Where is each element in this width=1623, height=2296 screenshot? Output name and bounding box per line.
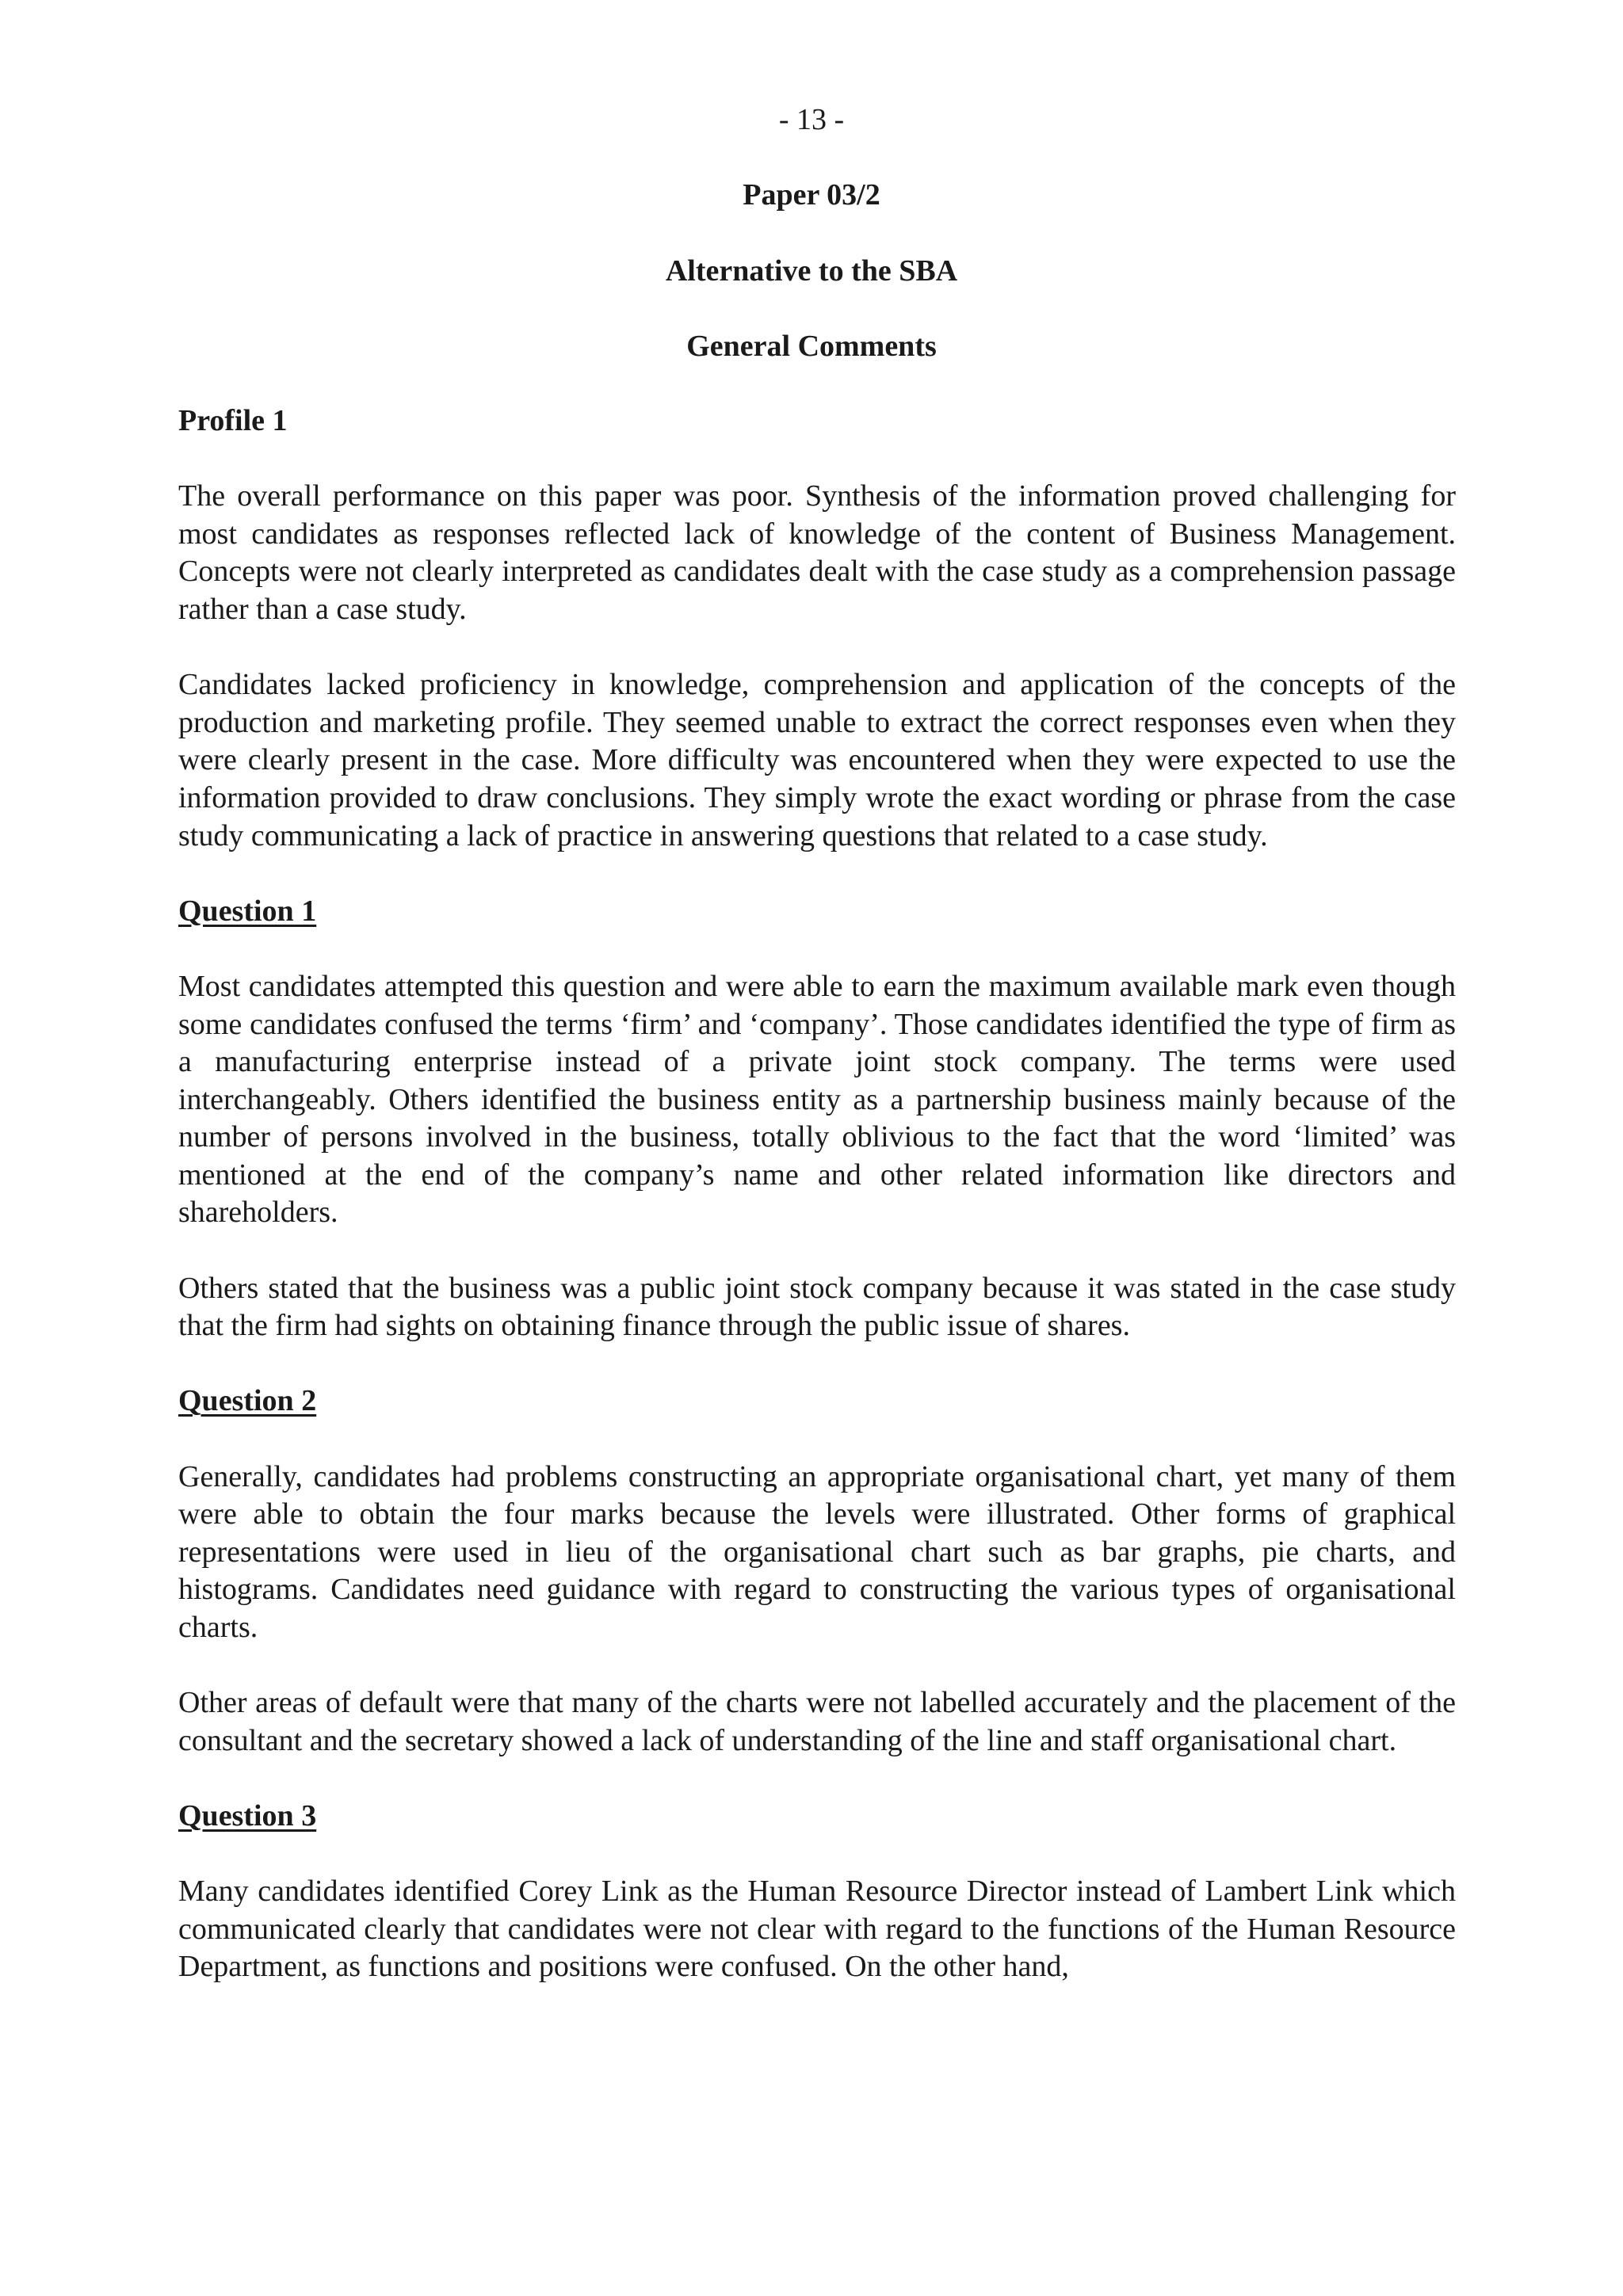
- question-1-heading: Question 1: [178, 894, 317, 928]
- question-3-heading: Question 3: [178, 1798, 317, 1833]
- profile-paragraph-2: Candidates lacked proficiency in knowledge, comprehension and application of the concepts of the production and marketing profile. They seemed unable to extract the correct responses even when they were clearly present in the case. More difficulty was encountered when they were expected to use the information provided to draw conclusions. They simply wrote the exact wording or phrase from the case study communicating a lack of practice in answering questions that related to a case study.: [178, 668, 1456, 852]
- paper-title: Paper 03/2: [743, 178, 880, 212]
- question-1-paragraph-1: Most candidates attempted this question and were able to earn the maximum available mark even though some candidates confused the terms ‘firm’ and ‘company’. Those candidates identified the type of firm as a manufacturing enterprise instead of a private joint stock company. The terms were used interchangeably. Others identified the business entity as a partnership business mainly because of the number of persons involved in the business, totally oblivious to the fact that the word ‘limited’ was mentioned at the end of the company’s name and other related information like directors and shareholders.: [178, 969, 1456, 1230]
- question-2-heading: Question 2: [178, 1384, 317, 1418]
- question-1-paragraph-2: Others stated that the business was a public joint stock company because it was stated in the case study that the firm had sights on obtaining finance through the public issue of shares.: [178, 1271, 1456, 1343]
- question-2-paragraph-1: Generally, candidates had problems constructing an appropriate organisational chart, yet many of them were able to obtain the four marks because the levels were illustrated. Other forms of graphical representations were used in lieu of the organisational chart such as bar graphs, pie charts, and histograms. Candidates need guidance with regard to constructing the various types of organisational charts.: [178, 1459, 1456, 1644]
- report-body: [178, 402, 1456, 2024]
- paper-subtitle: Alternative to the SBA: [665, 254, 958, 288]
- question-2-paragraph-2: Other areas of default were that many of the charts were not labelled accurately and the placement of the consultant and the secretary showed a lack of understanding of the line and staff organisational chart.: [178, 1686, 1456, 1757]
- question-3-paragraph-1: Many candidates identified Corey Link as the Human Resource Director instead of Lambert Link which communicated clearly that candidates were not clear with regard to the functions of the Human Resource Department, as functions and positions were confused. On the other hand,: [178, 1875, 1456, 1984]
- profile-heading: Profile 1: [178, 404, 288, 437]
- profile-paragraph-1: The overall performance on this paper was poor. Synthesis of the information proved challenging for most candidates as responses reflected lack of knowledge of the content of Business Management. Concepts were not clearly interpreted as candidates dealt with the case study as a comprehension passage rather than a case study.: [178, 479, 1456, 626]
- page-number: - 13 -: [778, 103, 845, 136]
- section-title: General Comments: [686, 330, 937, 363]
